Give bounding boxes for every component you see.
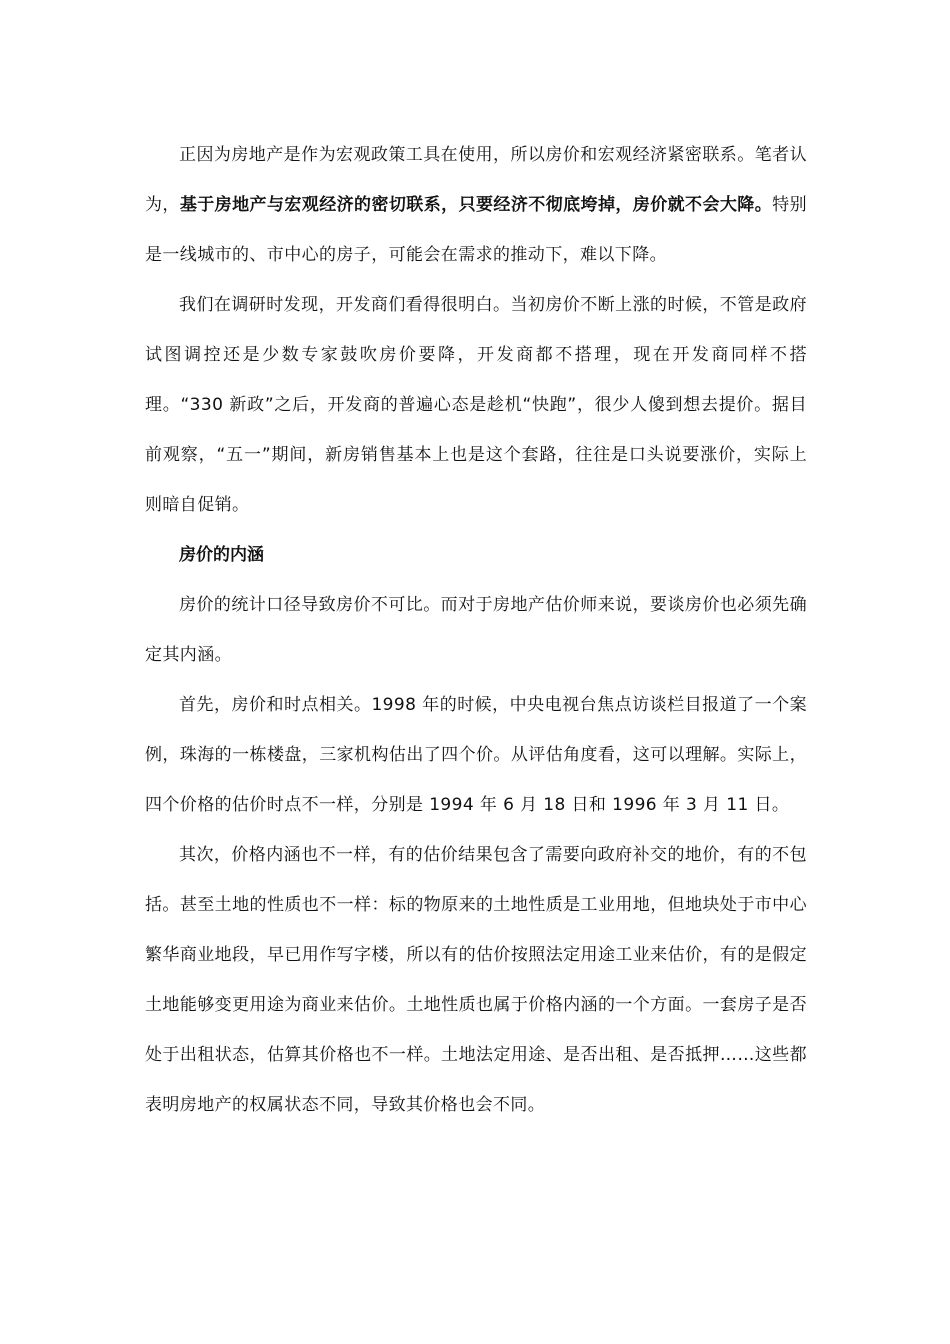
paragraph-price-connotation: 其次，价格内涵也不一样，有的估价结果包含了需要向政府补交的地价，有的不包括。甚至土地的性质也不一样：标的物原来的土地性质是工业用地，但地块处于市中心繁华商业地段，早已用作写字楼，所以有的估价按照法定用途工业来估价，有的是假定土地能够变更用途为商业来估价。土地性质也属于价格内涵的一个方面。一套房子是否处于出租状态，估算其价格也不一样。土地法定用途、是否出租、是否抵押……这些都表明房地产的权属状态不同，导致其价格也会不同。: [145, 845, 807, 1115]
document-page: [145, 130, 807, 1130]
paragraph-time-point: 首先，房价和时点相关。1998 年的时候，中央电视台焦点访谈栏目报道了一个案例，珠海的一栋楼盘，三家机构估出了四个价。从评估角度看，这可以理解。实际上，四个价格的估价时点不一样，分别是 1994 年 6 月 18 日和 1996 年 3 月 11 日。: [145, 695, 807, 815]
paragraph-macro-economy: [145, 130, 807, 280]
paragraph-developers: 我们在调研时发现，开发商们看得很明白。当初房价不断上涨的时候，不管是政府试图调控还是少数专家鼓吹房价要降，开发商都不搭理，现在开发商同样不搭理。“330 新政”之后，开发商的普遍心态是趁机“快跑”，很少人傻到想去提价。据目前观察，“五一”期间，新房销售基本上也是这个套路，往往是口头说要涨价，实际上则暗自促销。: [145, 295, 807, 515]
section-heading: 房价的内涵: [179, 545, 264, 565]
paragraph-text: 正因为房地产是作为宏观政策工具在使用，所以房价和宏观经济紧密联系。笔者认为，: [145, 145, 807, 215]
paragraph-text: 特别是一线城市的、市中心的房子，可能会在需求的推动下，难以下降。: [145, 195, 807, 265]
emphasized-text: 基于房地产与宏观经济的密切联系，只要经济不彻底垮掉，房价就不会大降。: [179, 195, 773, 215]
paragraph-statistics: 房价的统计口径导致房价不可比。而对于房地产估价师来说，要谈房价也必须先确定其内涵。: [145, 595, 807, 665]
